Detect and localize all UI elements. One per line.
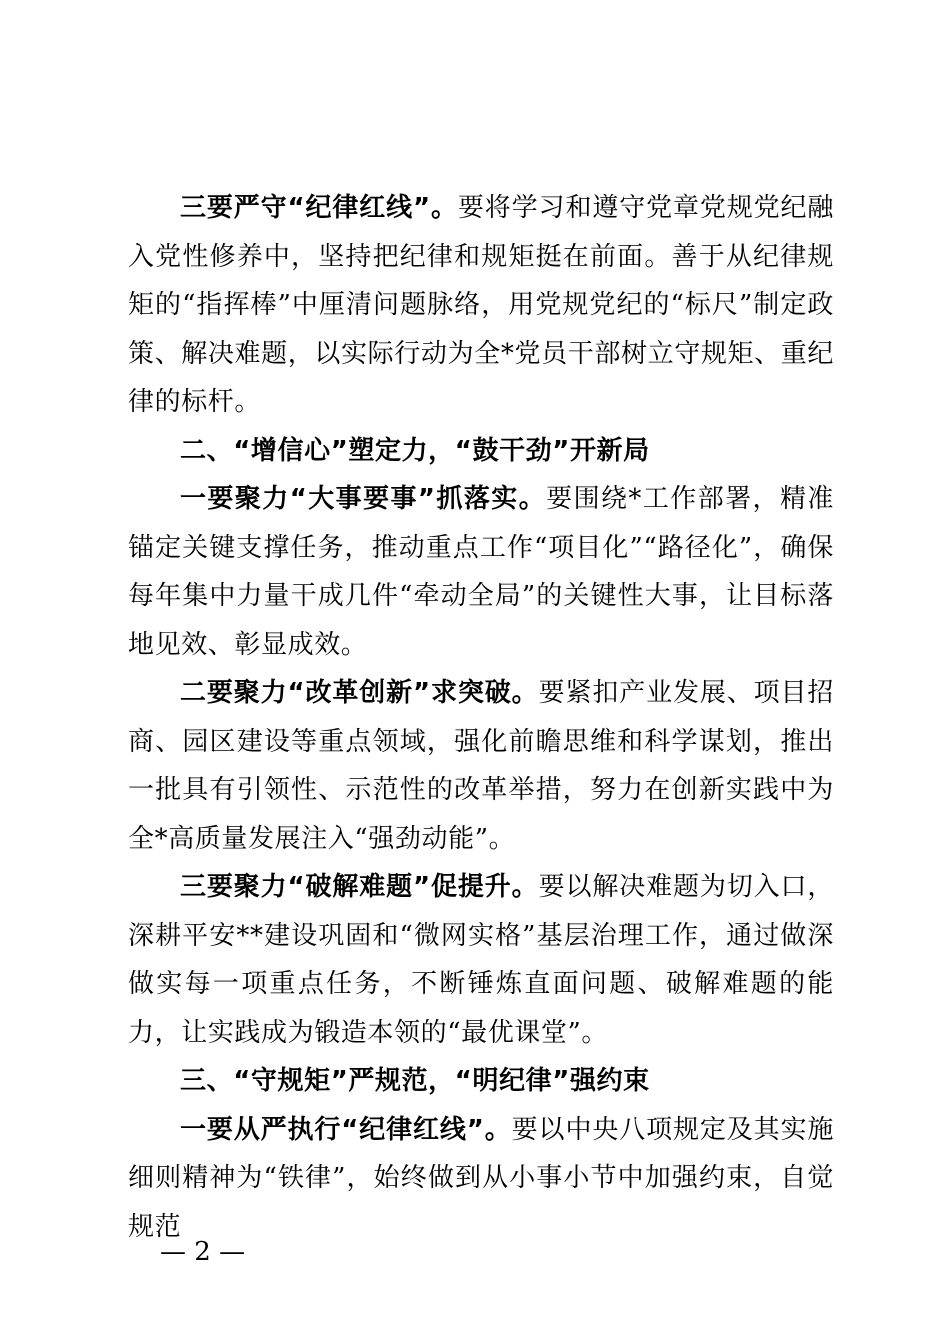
paragraph-text: 要紧扣产业发展、项目招商、园区建设等重点领域，强化前瞻思维和科学谋划，推出一批具有引领性、示范性的改革举措，努力在创新实践中为全*高质量发展注入“强劲动能”。 <box>128 678 835 854</box>
paragraph-lead: 一要聚力“大事要事”抓落实。 <box>180 484 547 514</box>
paragraph-lead: 三要严守“纪律红线”。 <box>180 193 458 223</box>
paragraph-text: 要以解决难题为切入口，深耕平安**建设巩固和“微网实格”基层治理工作，通过做深做实每一项重点任务，不断锤炼直面问题、破解难题的能力，让实践成为锻造本领的“最优课堂”。 <box>128 872 835 1048</box>
paragraph-3 <box>128 669 834 863</box>
paragraph-lead: 三要聚力“破解难题”促提升。 <box>180 872 539 902</box>
paragraph-4 <box>128 863 834 1057</box>
section-heading-2: 二、“增信心”塑定力，“鼓干劲”开新局 <box>180 435 650 466</box>
paragraph-1 <box>128 184 834 427</box>
paragraph-text: 要将学习和遵守党章党规党纪融入党性修养中，坚持把纪律和规矩挺在前面。善于从纪律规矩的“指挥棒”中厘清问题脉络，用党规党纪的“标尺”制定政策、解决难题，以实际行动为全*党员干部树立守规矩、重纪律的标杆。 <box>128 193 834 417</box>
paragraph-lead: 二要聚力“改革创新”求突破。 <box>180 678 539 708</box>
page-number: — 2 — <box>160 1237 246 1267</box>
paragraph-text: 要围绕*工作部署，精准锚定关键支撑任务，推动重点工作“项目化”“路径化”，确保每年集中力量干成几件“牵动全局”的关键性大事，让目标落地见效、彰显成效。 <box>128 484 834 660</box>
paragraph-2 <box>128 475 834 669</box>
paragraph-5 <box>128 1106 834 1252</box>
paragraph-text: 要以中央八项规定及其实施细则精神为“铁律”，始终做到从小事小节中加强约束，自觉规范 <box>128 1114 834 1242</box>
document-body <box>128 184 834 1251</box>
paragraph-lead: 一要从严执行“纪律红线”。 <box>180 1114 512 1145</box>
section-heading-3: 三、“守规矩”严规范，“明纪律”强约束 <box>180 1066 650 1096</box>
